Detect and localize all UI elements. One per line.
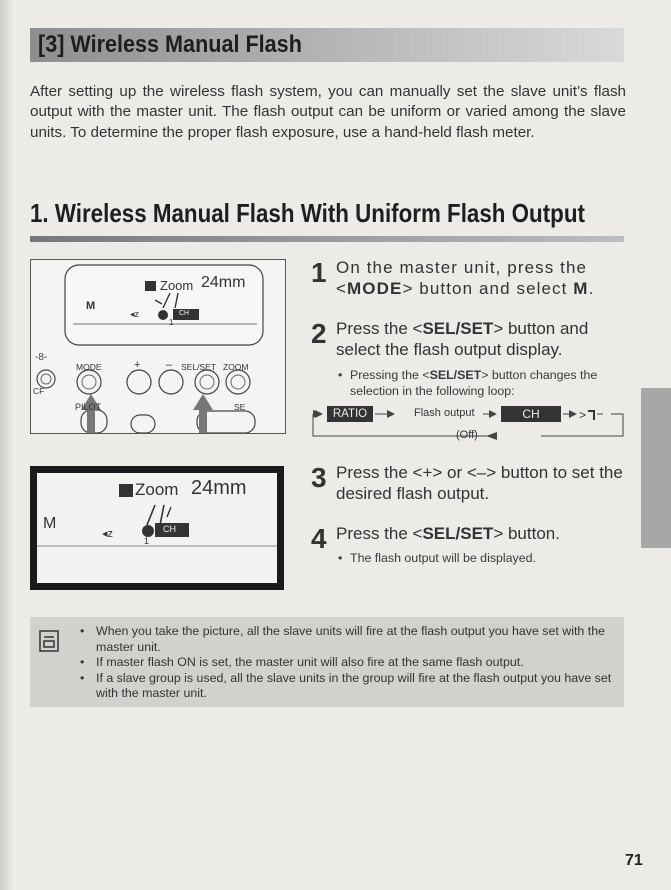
cf-label: CF <box>33 386 45 396</box>
lcd-ch-badge: CH <box>163 524 176 534</box>
lcd-mode-indicator: M <box>43 515 57 532</box>
selset-key-label: SEL/SET <box>429 368 482 382</box>
step-4 <box>311 523 626 569</box>
panel-drawing <box>31 260 285 433</box>
selset-key-label: SEL/SET <box>422 524 494 543</box>
svg-text:◂z: ◂z <box>130 309 140 319</box>
bullet: • <box>338 368 343 382</box>
section-header <box>30 28 624 62</box>
subsection-rule <box>30 236 624 242</box>
step-text-part: > button and select the flash output display. <box>336 319 589 359</box>
mode-button-label: MODE <box>76 362 102 372</box>
lcd-ch-number: 1 <box>144 536 150 546</box>
mode-key-label: MODE <box>347 279 403 298</box>
chapter-thumb-tab <box>641 388 671 548</box>
step-text-part: Press the < <box>336 319 423 338</box>
step-text: Press the <+> or <–> button to set the desired flash output. <box>336 463 623 503</box>
step-note <box>336 367 626 399</box>
panel-ch-badge: CH <box>179 310 190 317</box>
panel-mode-indicator: M <box>86 300 96 312</box>
step-text-part: > button and select <box>402 279 574 298</box>
step-text-part: > button. <box>493 524 560 543</box>
page-binding-edge <box>0 0 14 890</box>
step-text-part: Press the < <box>336 524 423 543</box>
panel-focal-length: 24mm <box>201 274 246 291</box>
lcd-panel-closeup <box>30 466 284 590</box>
selset-key-label: SEL/SET <box>422 319 494 338</box>
step-text <box>336 318 626 360</box>
notes-box <box>30 617 624 707</box>
section-title: [3] Wireless Manual Flash <box>38 31 302 58</box>
step-number: 1 <box>311 257 327 288</box>
note-item: • When you take the picture, all the slave units will fire at the flash output you have set with the master unit. <box>78 624 618 655</box>
step-2 <box>311 318 626 400</box>
lcd-zoom-text: Zoom <box>135 480 179 499</box>
plus-button-label: + <box>134 359 141 371</box>
ratio-badge: RATIO <box>327 406 373 422</box>
selection-loop-diagram <box>311 402 627 454</box>
step-text <box>336 257 626 299</box>
ch-badge: CH <box>501 406 561 422</box>
svg-text:-8-: -8- <box>35 352 48 363</box>
intro-paragraph: After setting up the wireless flash system, you can manually set the slave unit’s flash output with the master unit. The flash output can be uniform or varied among the slave units. To determine the proper flash exposure, use a hand-held flash meter. <box>30 83 626 141</box>
off-label: (Off) <box>456 429 478 441</box>
step-number: 2 <box>311 318 327 349</box>
step-note <box>336 550 626 566</box>
bullet: • <box>338 551 343 565</box>
step-3 <box>311 462 626 510</box>
pilot-button-label: PILOT <box>75 402 102 412</box>
subsection-title: 1. Wireless Manual Flash With Uniform Flash Output <box>30 198 585 228</box>
note-item: • If a slave group is used, all the slave units in the group will fire at the flash output you have set with the master unit. <box>78 671 618 702</box>
svg-text:◂z: ◂z <box>102 528 114 540</box>
se-label: SE <box>234 402 246 412</box>
lcd-focal-length: 24mm <box>191 477 247 499</box>
manual-mode-label: M <box>573 279 589 298</box>
flash-control-panel-illustration <box>30 259 286 434</box>
note-item: • If master flash ON is set, the master unit will also fire at the same flash output. <box>78 655 618 671</box>
step-number: 4 <box>311 523 327 554</box>
step-text <box>336 523 626 544</box>
panel-zoom-text: Zoom <box>160 278 194 293</box>
notes-list <box>78 624 618 702</box>
step-text-part: On the master unit, press the < <box>336 258 588 298</box>
step-number: 3 <box>311 462 327 493</box>
step-note-part: Pressing the < <box>350 368 430 382</box>
selset-button-label: SEL/SET <box>181 362 216 372</box>
page-number: 71 <box>625 852 643 869</box>
step-note-part: > button changes the selection in the following loop: <box>350 368 598 398</box>
step-text-part: . <box>588 279 595 298</box>
flash-output-label: Flash output <box>414 407 475 419</box>
zoom-button-label: ZOOM <box>223 362 249 372</box>
step-note-part: The flash output will be displayed. <box>350 551 536 565</box>
lcd-screen <box>37 473 277 583</box>
notes-icon <box>39 630 59 652</box>
step-1 <box>311 257 626 307</box>
svg-text:>: > <box>579 408 587 422</box>
minus-button-label: – <box>166 359 173 371</box>
panel-ch-number: 1 <box>169 318 174 327</box>
